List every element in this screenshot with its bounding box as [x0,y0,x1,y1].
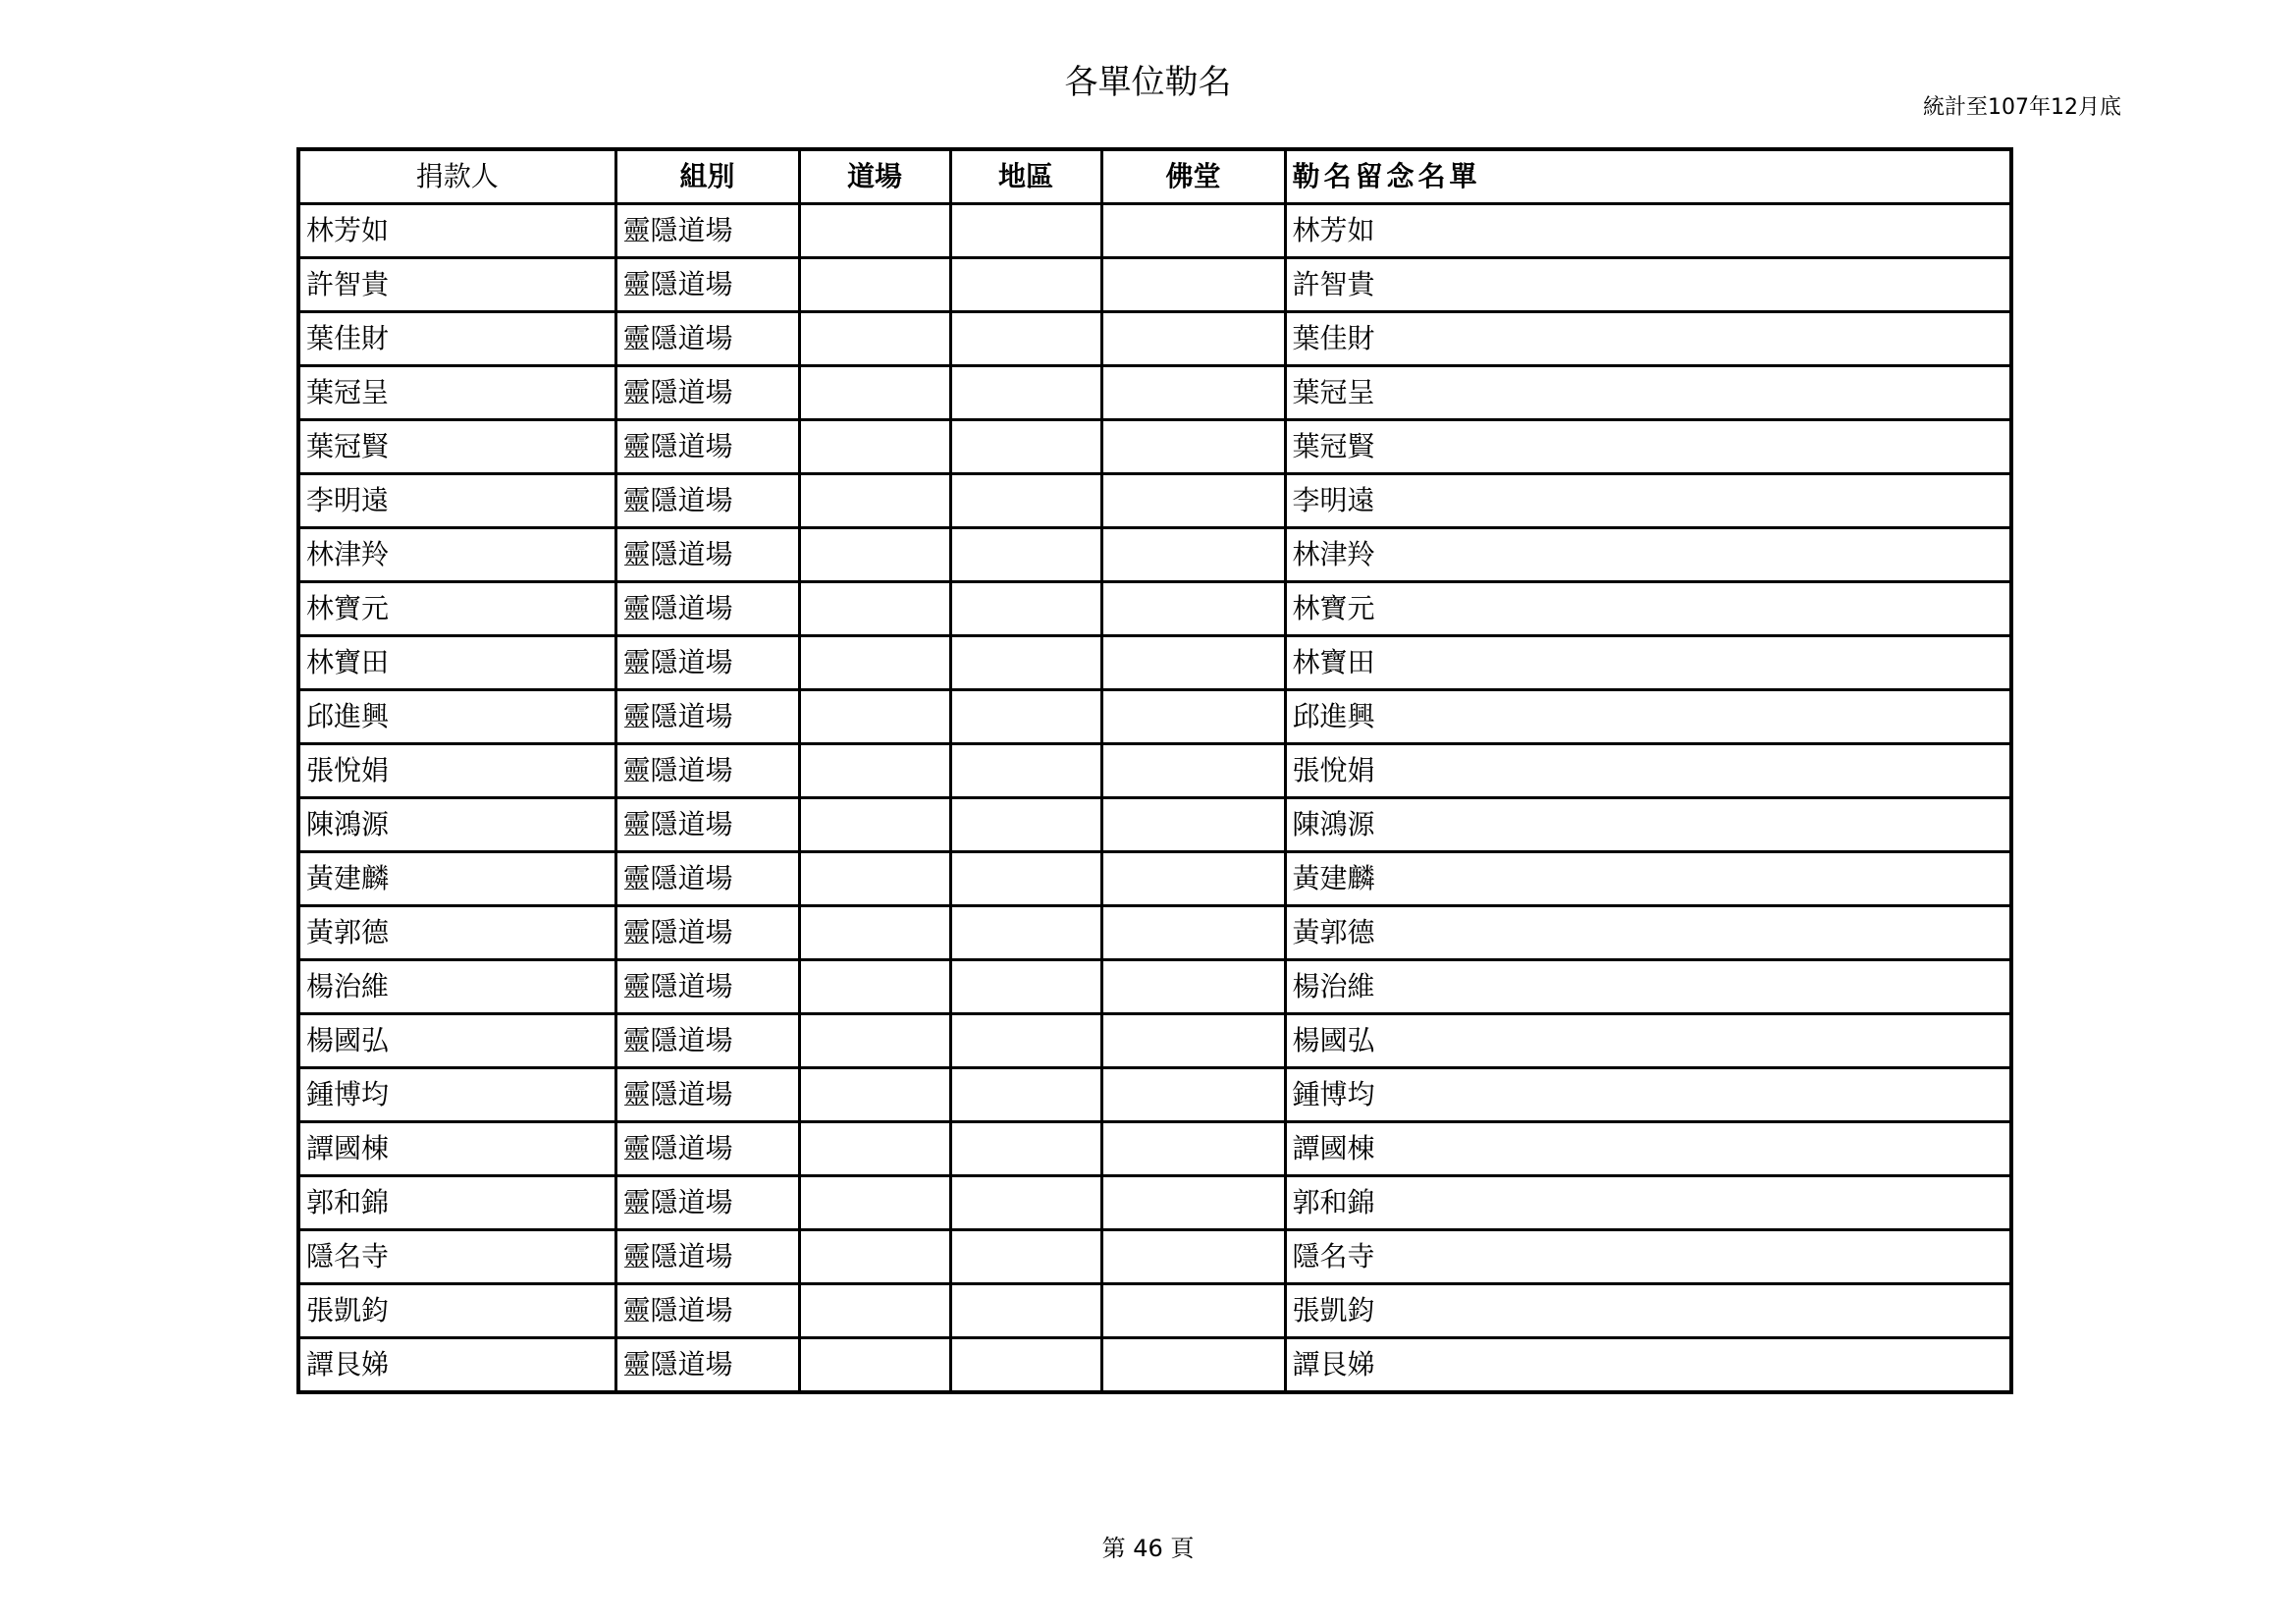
donor-cell: 邱進興 [298,690,615,744]
header-group: 組別 [615,149,799,204]
table-row [298,690,2011,744]
hall-cell [1101,960,1285,1014]
group-cell: 靈隱道場 [615,960,799,1014]
donor-cell: 譚國棟 [298,1122,615,1176]
group-cell: 靈隱道場 [615,366,799,420]
memorial-cell: 黃郭德 [1285,906,2011,960]
donor-cell: 李明遠 [298,474,615,528]
table-row [298,744,2011,798]
memorial-cell: 林芳如 [1285,204,2011,258]
table-row [298,1176,2011,1230]
hall-cell [1101,906,1285,960]
group-cell: 靈隱道場 [615,852,799,906]
dojo-cell [799,1284,950,1338]
header-donor: 捐款人 [298,149,615,204]
region-cell [950,798,1101,852]
region-cell [950,420,1101,474]
donor-cell: 陳鴻源 [298,798,615,852]
header-region: 地區 [950,149,1101,204]
hall-cell [1101,1014,1285,1068]
donor-cell: 楊國弘 [298,1014,615,1068]
dojo-cell [799,1176,950,1230]
region-cell [950,582,1101,636]
group-cell: 靈隱道場 [615,258,799,312]
table-row [298,420,2011,474]
memorial-cell: 楊國弘 [1285,1014,2011,1068]
hall-cell [1101,636,1285,690]
table-row [298,312,2011,366]
dojo-cell [799,744,950,798]
donor-cell: 林寶田 [298,636,615,690]
hall-cell [1101,690,1285,744]
table-row [298,474,2011,528]
table-row [298,258,2011,312]
hall-cell [1101,420,1285,474]
dojo-cell [799,798,950,852]
donor-cell: 黃郭德 [298,906,615,960]
header-memorial-list: 勒名留念名單 [1285,149,2011,204]
table-row [298,366,2011,420]
donor-cell: 郭和錦 [298,1176,615,1230]
hall-cell [1101,582,1285,636]
group-cell: 靈隱道場 [615,1176,799,1230]
memorial-cell: 邱進興 [1285,690,2011,744]
region-cell [950,744,1101,798]
dojo-cell [799,582,950,636]
region-cell [950,690,1101,744]
dojo-cell [799,528,950,582]
region-cell [950,474,1101,528]
dojo-cell [799,1014,950,1068]
hall-cell [1101,312,1285,366]
hall-cell [1101,1176,1285,1230]
dojo-cell [799,420,950,474]
group-cell: 靈隱道場 [615,798,799,852]
memorial-cell: 張凱鈞 [1285,1284,2011,1338]
memorial-cell: 林寶田 [1285,636,2011,690]
donor-cell: 林津羚 [298,528,615,582]
region-cell [950,258,1101,312]
dojo-cell [799,1338,950,1393]
memorial-cell: 隱名寺 [1285,1230,2011,1284]
region-cell [950,1176,1101,1230]
dojo-cell [799,1122,950,1176]
dojo-cell [799,366,950,420]
memorial-cell: 楊治維 [1285,960,2011,1014]
statistics-date-note: 統計至107年12月底 [1923,95,2121,120]
hall-cell [1101,204,1285,258]
group-cell: 靈隱道場 [615,1068,799,1122]
memorial-cell: 李明遠 [1285,474,2011,528]
donor-cell: 鍾博均 [298,1068,615,1122]
group-cell: 靈隱道場 [615,744,799,798]
table-header-row [298,149,2011,204]
memorial-cell: 許智貴 [1285,258,2011,312]
hall-cell [1101,1230,1285,1284]
group-cell: 靈隱道場 [615,312,799,366]
group-cell: 靈隱道場 [615,528,799,582]
group-cell: 靈隱道場 [615,906,799,960]
group-cell: 靈隱道場 [615,1014,799,1068]
memorial-cell: 黃建麟 [1285,852,2011,906]
group-cell: 靈隱道場 [615,582,799,636]
region-cell [950,366,1101,420]
hall-cell [1101,744,1285,798]
donor-cell: 張悅娟 [298,744,615,798]
table-row [298,1068,2011,1122]
region-cell [950,960,1101,1014]
table-row [298,582,2011,636]
header-hall: 佛堂 [1101,149,1285,204]
table-row [298,798,2011,852]
hall-cell [1101,1338,1285,1393]
memorial-cell: 張悅娟 [1285,744,2011,798]
hall-cell [1101,1068,1285,1122]
memorial-cell: 葉冠呈 [1285,366,2011,420]
dojo-cell [799,1230,950,1284]
table-row [298,906,2011,960]
memorial-cell: 林津羚 [1285,528,2011,582]
table-row [298,1230,2011,1284]
page-number: 第 46 頁 [1101,1535,1195,1562]
memorial-cell: 陳鴻源 [1285,798,2011,852]
table-row [298,1014,2011,1068]
dojo-cell [799,1068,950,1122]
page-title: 各單位勒名 [1064,63,1232,102]
group-cell: 靈隱道場 [615,1338,799,1393]
hall-cell [1101,366,1285,420]
region-cell [950,1284,1101,1338]
region-cell [950,1122,1101,1176]
donor-table [296,147,2013,1394]
memorial-cell: 葉冠賢 [1285,420,2011,474]
memorial-cell: 郭和錦 [1285,1176,2011,1230]
dojo-cell [799,204,950,258]
donor-cell: 葉佳財 [298,312,615,366]
region-cell [950,906,1101,960]
memorial-cell: 譚艮娣 [1285,1338,2011,1393]
table-row [298,1284,2011,1338]
hall-cell [1101,798,1285,852]
group-cell: 靈隱道場 [615,474,799,528]
donor-cell: 黃建麟 [298,852,615,906]
group-cell: 靈隱道場 [615,420,799,474]
memorial-cell: 鍾博均 [1285,1068,2011,1122]
group-cell: 靈隱道場 [615,690,799,744]
dojo-cell [799,852,950,906]
dojo-cell [799,906,950,960]
dojo-cell [799,690,950,744]
group-cell: 靈隱道場 [615,1284,799,1338]
table-row [298,528,2011,582]
region-cell [950,636,1101,690]
donor-cell: 葉冠賢 [298,420,615,474]
hall-cell [1101,258,1285,312]
group-cell: 靈隱道場 [615,636,799,690]
table-body [298,204,2011,1393]
table-row [298,960,2011,1014]
group-cell: 靈隱道場 [615,204,799,258]
hall-cell [1101,1122,1285,1176]
table-row [298,636,2011,690]
donor-cell: 張凱鈞 [298,1284,615,1338]
donor-cell: 葉冠呈 [298,366,615,420]
dojo-cell [799,258,950,312]
region-cell [950,528,1101,582]
region-cell [950,1338,1101,1393]
memorial-cell: 林寶元 [1285,582,2011,636]
table-row [298,1338,2011,1393]
table-row [298,852,2011,906]
donor-cell: 譚艮娣 [298,1338,615,1393]
dojo-cell [799,474,950,528]
group-cell: 靈隱道場 [615,1122,799,1176]
donor-cell: 林寶元 [298,582,615,636]
dojo-cell [799,312,950,366]
region-cell [950,204,1101,258]
group-cell: 靈隱道場 [615,1230,799,1284]
region-cell [950,1068,1101,1122]
donor-cell: 楊治維 [298,960,615,1014]
hall-cell [1101,528,1285,582]
donor-cell: 隱名寺 [298,1230,615,1284]
dojo-cell [799,636,950,690]
region-cell [950,1230,1101,1284]
region-cell [950,312,1101,366]
donor-cell: 林芳如 [298,204,615,258]
region-cell [950,852,1101,906]
hall-cell [1101,852,1285,906]
hall-cell [1101,1284,1285,1338]
memorial-cell: 譚國棟 [1285,1122,2011,1176]
header-dojo: 道場 [799,149,950,204]
region-cell [950,1014,1101,1068]
donor-cell: 許智貴 [298,258,615,312]
hall-cell [1101,474,1285,528]
dojo-cell [799,960,950,1014]
table-row [298,1122,2011,1176]
table-row [298,204,2011,258]
memorial-cell: 葉佳財 [1285,312,2011,366]
